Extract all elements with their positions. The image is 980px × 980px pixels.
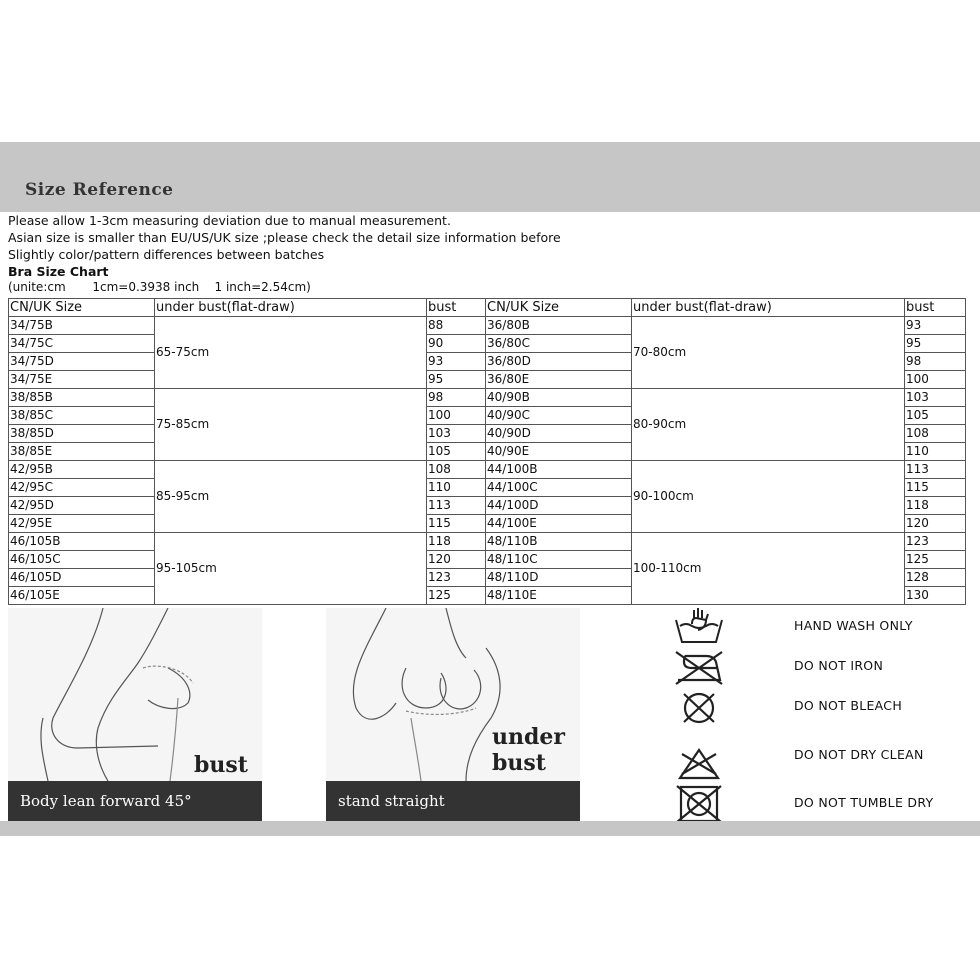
header-cell: CN/UK Size [486,299,632,317]
table-cell: 44/100B [486,461,632,479]
header-cell: under bust(flat-draw) [155,299,427,317]
table-cell: 88 [427,317,486,335]
header-band [0,142,980,212]
table-cell: 95 [905,335,966,353]
header-cell: bust [427,299,486,317]
table-cell: 40/90D [486,425,632,443]
table-cell: 36/80D [486,353,632,371]
table-cell: 42/95C [9,479,155,497]
table-cell: 98 [905,353,966,371]
no-dry-clean-icon [672,744,726,784]
table-cell: 48/110B [486,533,632,551]
bust-label: bust [194,752,248,778]
table-cell: 125 [427,587,486,605]
table-cell: 48/110C [486,551,632,569]
table-cell: 46/105E [9,587,155,605]
underbust-range-cell: 100-110cm [632,533,905,605]
table-cell: 38/85D [9,425,155,443]
table-cell: 110 [427,479,486,497]
table-cell: 105 [905,407,966,425]
table-cell: 103 [905,389,966,407]
bust-caption: Body lean forward 45° [8,781,262,821]
table-cell: 44/100E [486,515,632,533]
table-cell: 36/80C [486,335,632,353]
underbust-range-cell: 80-90cm [632,389,905,461]
table-cell: 123 [905,533,966,551]
table-cell: 46/105C [9,551,155,569]
underbust-range-cell: 85-95cm [155,461,427,533]
table-row [9,461,966,479]
table-cell: 40/90B [486,389,632,407]
table-cell: 38/85B [9,389,155,407]
care-label: DO NOT TUMBLE DRY [794,795,934,810]
table-row [9,317,966,335]
table-cell: 44/100C [486,479,632,497]
table-cell: 34/75D [9,353,155,371]
underbust-caption: stand straight [326,781,580,821]
table-cell: 93 [427,353,486,371]
underbust-range-cell: 95-105cm [155,533,427,605]
underbust-range-cell: 65-75cm [155,317,427,389]
table-cell: 46/105B [9,533,155,551]
table-cell: 42/95E [9,515,155,533]
table-row [9,533,966,551]
table-cell: 95 [427,371,486,389]
no-bleach-icon [672,688,726,728]
table-cell: 38/85C [9,407,155,425]
table-header-row [9,299,966,317]
table-cell: 93 [905,317,966,335]
table-cell: 113 [427,497,486,515]
table-cell: 100 [427,407,486,425]
table-cell: 34/75C [9,335,155,353]
table-cell: 40/90C [486,407,632,425]
underbust-range-cell: 70-80cm [632,317,905,389]
table-cell: 108 [427,461,486,479]
table-cell: 113 [905,461,966,479]
table-cell: 110 [905,443,966,461]
table-cell: 46/105D [9,569,155,587]
table-cell: 42/95D [9,497,155,515]
notes [8,212,561,280]
note-line: Asian size is smaller than EU/US/UK size ;please check the detail size information before [8,230,561,245]
table-cell: 120 [905,515,966,533]
table-cell: 118 [905,497,966,515]
table-cell: 34/75E [9,371,155,389]
underbust-range-cell: 75-85cm [155,389,427,461]
table-cell: 42/95B [9,461,155,479]
care-label: HAND WASH ONLY [794,618,913,633]
table-cell: 98 [427,389,486,407]
table-cell: 38/85E [9,443,155,461]
table-cell: 34/75B [9,317,155,335]
units-note: (unite:cm 1cm=0.3938 inch 1 inch=2.54cm) [8,280,311,294]
care-label: DO NOT DRY CLEAN [794,747,924,762]
underbust-label-line1: under [492,724,565,750]
table-cell: 40/90E [486,443,632,461]
no-tumble-dry-icon [672,784,726,824]
table-cell: 125 [905,551,966,569]
table-cell: 100 [905,371,966,389]
table-cell: 105 [427,443,486,461]
table-cell: 44/100D [486,497,632,515]
table-cell: 128 [905,569,966,587]
table-cell: 90 [427,335,486,353]
table-cell: 103 [427,425,486,443]
table-row [9,389,966,407]
underbust-label-line2: bust [492,750,546,776]
table-cell: 120 [427,551,486,569]
chart-title: Bra Size Chart [8,264,109,279]
size-table [8,298,966,605]
underbust-range-cell: 90-100cm [632,461,905,533]
table-cell: 123 [427,569,486,587]
care-label: DO NOT IRON [794,658,884,673]
footer-band [0,821,980,836]
table-cell: 130 [905,587,966,605]
table-cell: 36/80B [486,317,632,335]
table-cell: 48/110D [486,569,632,587]
table-cell: 115 [427,515,486,533]
table-cell: 115 [905,479,966,497]
table-cell: 118 [427,533,486,551]
table-cell: 36/80E [486,371,632,389]
hand-wash-icon [672,608,726,648]
table-cell: 108 [905,425,966,443]
header-cell: under bust(flat-draw) [632,299,905,317]
note-line: Please allow 1-3cm measuring deviation due to manual measurement. [8,213,451,228]
table-cell: 48/110E [486,587,632,605]
care-label: DO NOT BLEACH [794,698,903,713]
header-cell: CN/UK Size [9,299,155,317]
header-cell: bust [905,299,966,317]
no-iron-icon [672,648,726,688]
page-title: Size Reference [25,180,174,200]
note-line: Slightly color/pattern differences between batches [8,247,325,262]
